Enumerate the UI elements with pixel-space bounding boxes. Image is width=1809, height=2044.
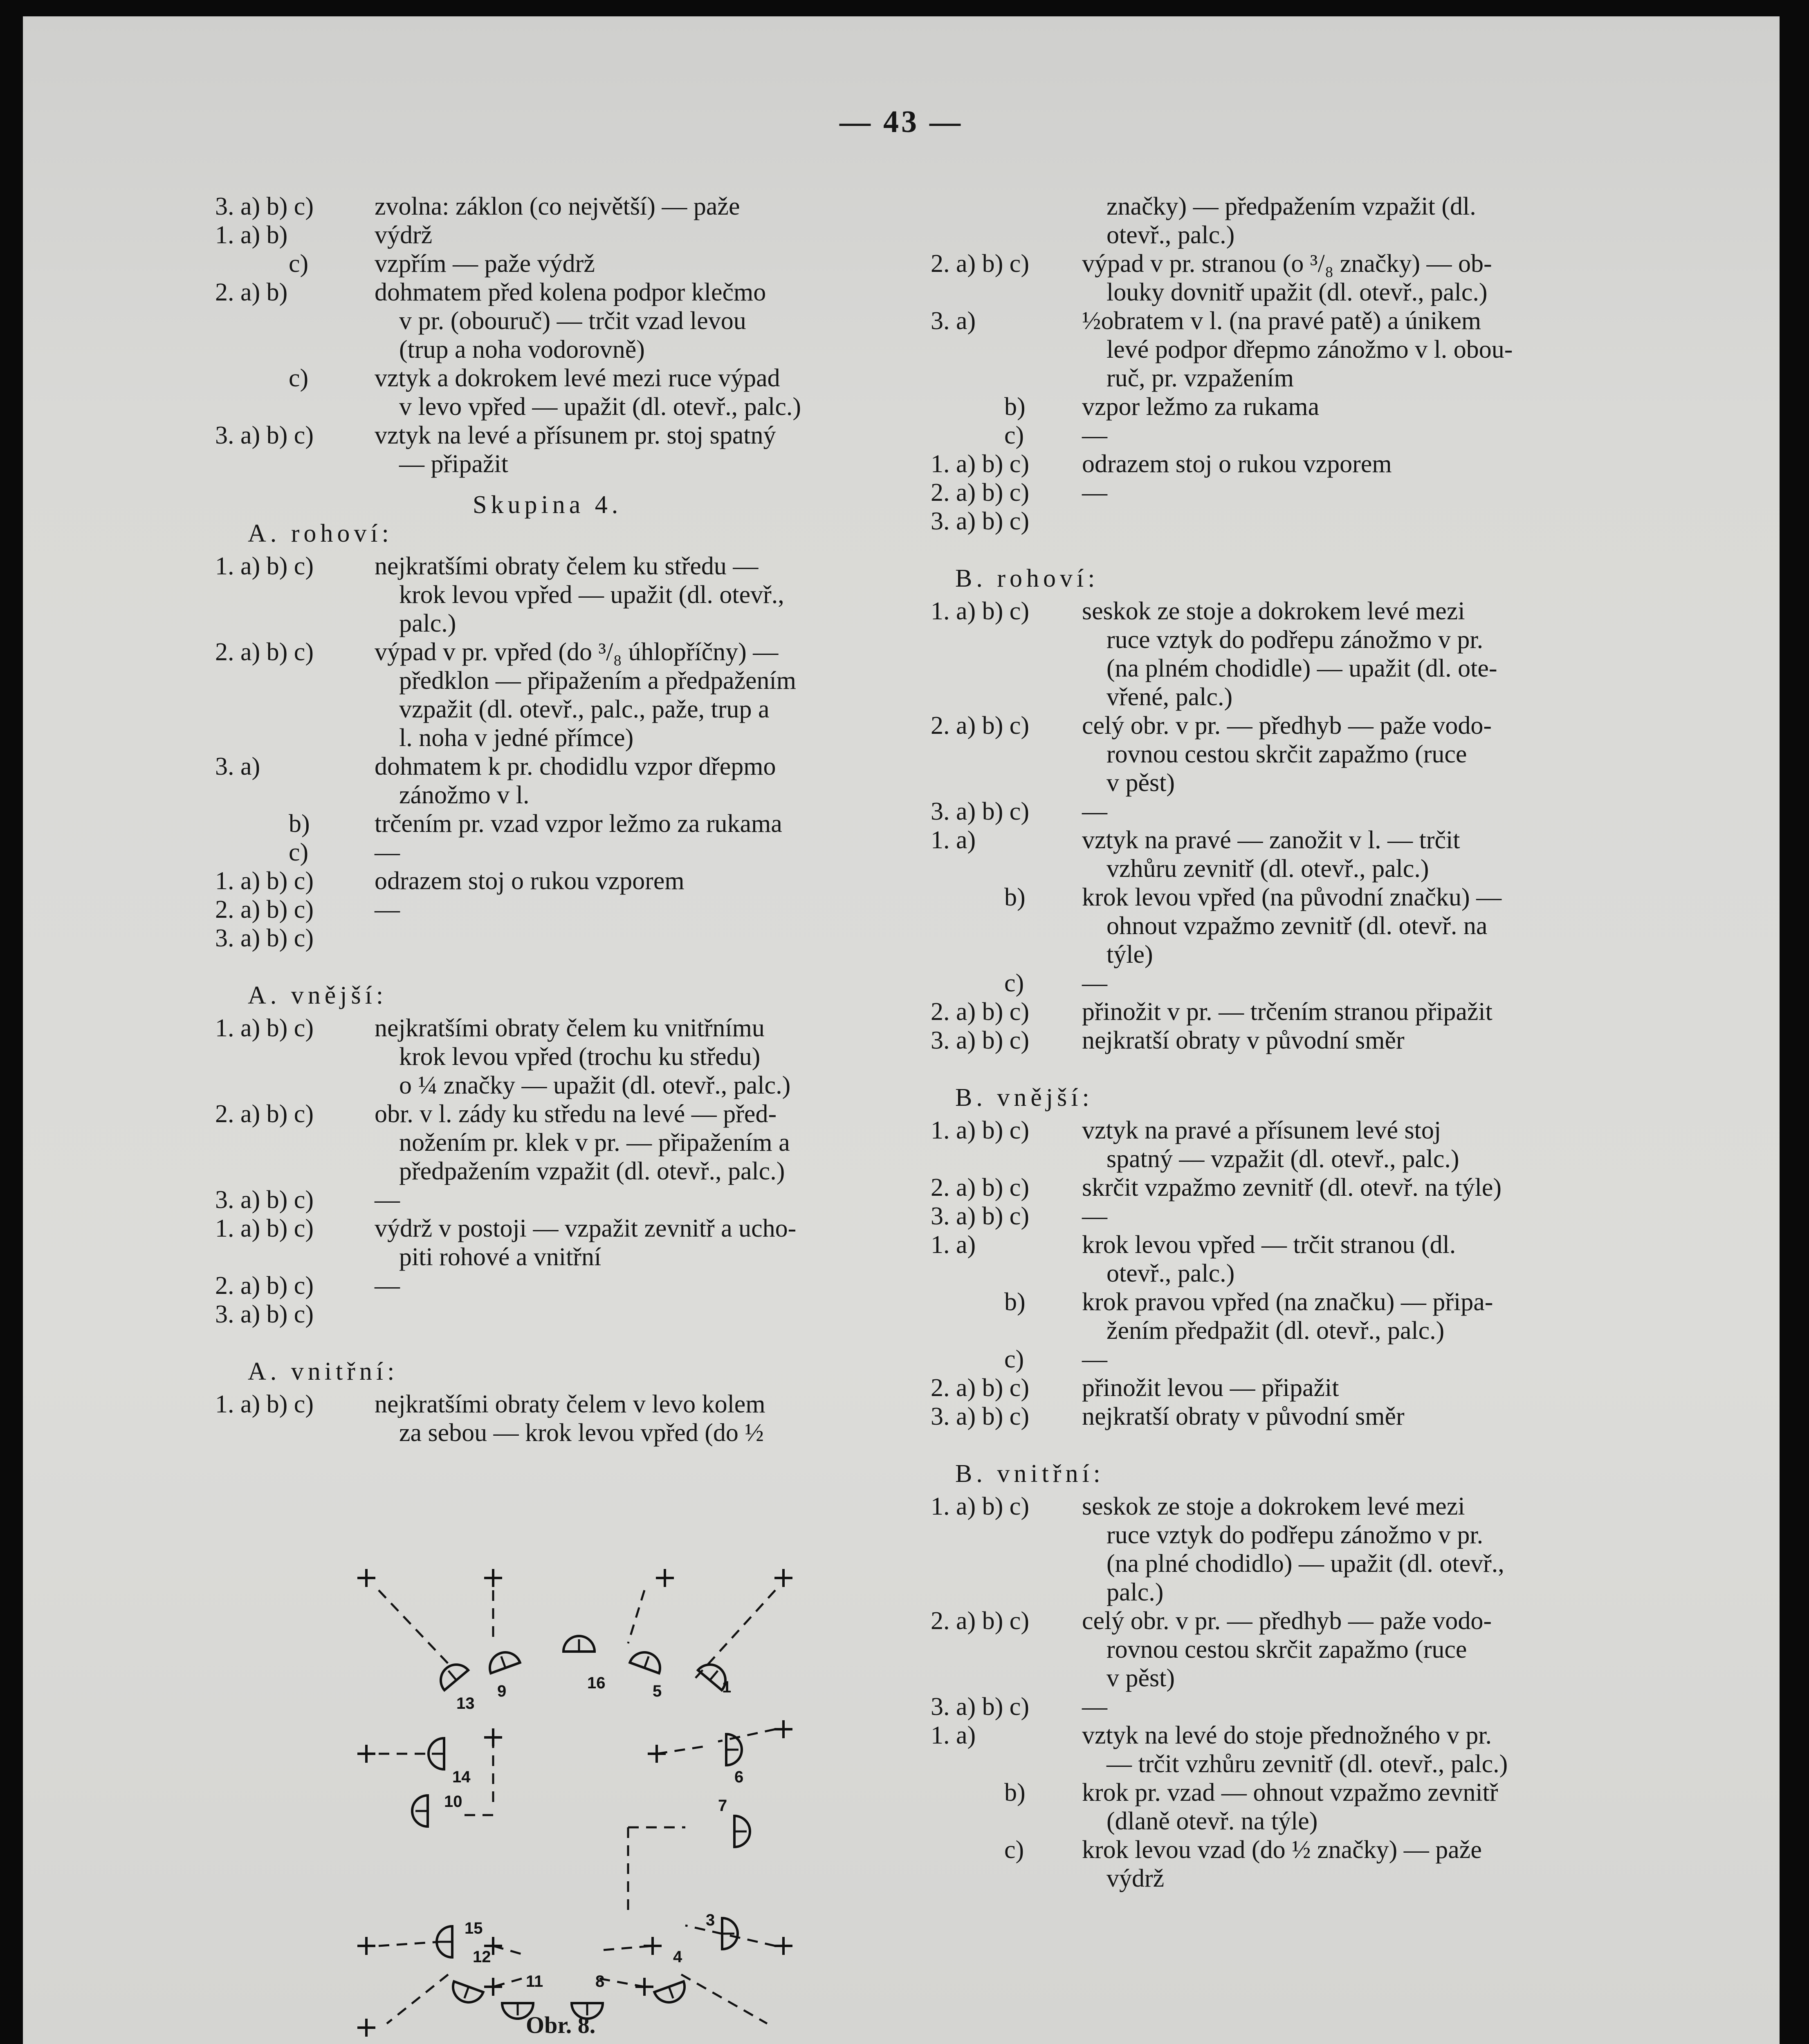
item-text: vztyk na levé a přísunem pr. stoj spatný <box>375 421 776 449</box>
item-text: o ¼ značky — upažit (dl. otevř., palc.) <box>399 1071 791 1099</box>
item-label: 2. a) b) c) <box>215 638 314 666</box>
item-text: krok pravou vpřed (na značku) — připa- <box>1082 1288 1493 1316</box>
item-label: c) <box>1004 1836 1024 1864</box>
item-label: 1. a) b) c) <box>215 1014 314 1042</box>
item-text: zánožmo v l. <box>399 781 530 809</box>
item-text: výpad v pr. vpřed (do ³/₈ úhlopříčny) — <box>375 638 779 666</box>
item-label: 1. a) b) c) <box>931 1116 1029 1144</box>
item-label: 1. a) b) c) <box>215 1390 314 1418</box>
item-text: výpad v pr. stranou (o ³/₈ značky) — ob- <box>1082 250 1492 278</box>
dashed-line <box>604 1946 653 1950</box>
marker-number: 1 <box>722 1678 732 1696</box>
dashed-line <box>657 1746 710 1754</box>
item-text: — <box>375 1186 400 1214</box>
item-text: krok pr. vzad — ohnout vzpažmo zevnitř <box>1082 1779 1498 1806</box>
item-text: ruce vztyk do podřepu zánožmo v pr. <box>1106 1521 1484 1549</box>
item-text: nejkratší obraty v původní směr <box>1082 1403 1405 1430</box>
item-label: 3. a) b) c) <box>931 1026 1029 1054</box>
item-label: b) <box>1004 393 1026 421</box>
position-marker <box>722 1918 738 1949</box>
item-text: nejkratšími obraty čelem ku středu — <box>375 552 759 580</box>
item-label: 3. a) b) c) <box>931 1693 1029 1721</box>
item-text: celý obr. v pr. — předhyb — paže vodo- <box>1082 712 1492 740</box>
marker-number: 4 <box>673 1948 682 1966</box>
item-label: 1. a) <box>931 1231 976 1259</box>
item-text: otevř., palc.) <box>1106 221 1235 249</box>
position-marker <box>485 1648 520 1673</box>
item-text: rovnou cestou skrčit zapažmo (ruce <box>1106 1636 1467 1663</box>
item-text: vzpažit (dl. otevř., palc., paže, trup a <box>399 695 770 723</box>
item-label: 3. a) b) c) <box>931 798 1029 825</box>
item-text: předklon — připažením a předpažením <box>399 667 796 695</box>
item-text: nejkratší obraty v původní směr <box>1082 1026 1405 1054</box>
item-text: palc.) <box>1106 1578 1164 1606</box>
item-text: krok levou vpřed (trochu ku středu) <box>399 1043 761 1071</box>
item-label: 3. a) b) c) <box>215 1186 314 1214</box>
item-text: žením předpažit (dl. otevř., palc.) <box>1106 1317 1445 1345</box>
item-label: c) <box>289 364 309 392</box>
item-text: — <box>375 896 400 923</box>
item-text: odrazem stoj o rukou vzporem <box>1082 450 1392 478</box>
item-text: vztyk a dokrokem levé mezi ruce výpad <box>375 364 780 392</box>
dashed-line <box>387 1975 448 2024</box>
position-marker <box>434 1658 468 1690</box>
item-label: c) <box>1004 421 1024 449</box>
item-text: trčením pr. vzad vzpor ležmo za rukama <box>375 810 782 838</box>
item-text: levé podpor dřepmo zánožmo v l. obou- <box>1106 336 1513 363</box>
item-label: 1. a) b) c) <box>215 552 314 580</box>
item-label: 1. a) b) c) <box>931 1493 1029 1520</box>
marker-tick <box>465 1987 469 1998</box>
marker-number: 12 <box>473 1948 491 1966</box>
item-text: louky dovnitř upažit (dl. otevř., palc.) <box>1106 278 1488 306</box>
item-text: v pěst) <box>1106 1664 1175 1692</box>
item-label: 1. a) <box>931 826 976 854</box>
item-text: ohnout vzpažmo zevnitř (dl. otevř. na <box>1106 912 1488 940</box>
item-text: v levo vpřed — upažit (dl. otevř., palc.) <box>399 393 801 421</box>
item-text: vzpor ležmo za rukama <box>1082 393 1320 421</box>
dashed-line <box>493 1946 522 1954</box>
item-text: vřené, palc.) <box>1106 683 1233 711</box>
item-text: přinožit levou — připažit <box>1082 1374 1339 1402</box>
marker-number: 7 <box>718 1797 727 1815</box>
item-text: celý obr. v pr. — předhyb — paže vodo- <box>1082 1607 1492 1635</box>
item-text: — <box>1082 969 1107 997</box>
item-label: 1. a) <box>931 1721 976 1749</box>
page <box>23 16 1780 2044</box>
item-label: 3. a) b) c) <box>215 1300 314 1328</box>
item-text: (trup a noha vodorovně) <box>399 336 645 363</box>
marker-tick <box>669 1987 673 1998</box>
item-text: vztyk na pravé — zanožit v l. — trčit <box>1082 826 1460 854</box>
group-title: Skupina 4. <box>473 491 622 519</box>
item-label: 2. a) b) c) <box>215 1100 314 1128</box>
item-text: otevř., palc.) <box>1106 1260 1235 1287</box>
item-label: b) <box>1004 883 1026 911</box>
item-text: dohmatem k pr. chodidlu vzpor dřepmo <box>375 753 776 780</box>
marker-number: 3 <box>706 1911 715 1929</box>
item-text: — <box>1082 479 1107 507</box>
dashed-line <box>681 1975 767 2024</box>
item-text: skrčit vzpažmo zevnitř (dl. otevř. na týle) <box>1082 1174 1502 1201</box>
item-text: — <box>1082 1202 1107 1230</box>
item-text: seskok ze stoje a dokrokem levé mezi <box>1082 1493 1465 1520</box>
marker-number: 9 <box>497 1682 507 1700</box>
position-marker <box>734 1816 750 1847</box>
marker-number: 8 <box>595 1972 605 1990</box>
item-label: 2. a) b) c) <box>931 1374 1029 1402</box>
dashed-line <box>493 1979 522 1987</box>
item-text: v pěst) <box>1106 769 1175 797</box>
item-text: obr. v l. zády ku středu na levé — před- <box>375 1100 777 1128</box>
item-text: předpažením vzpažit (dl. otevř., palc.) <box>399 1157 785 1185</box>
item-label: 2. a) b) <box>215 278 288 306</box>
position-marker <box>412 1795 428 1827</box>
item-label: c) <box>289 250 309 278</box>
item-text: nožením pr. klek v pr. — připažením a <box>399 1129 790 1156</box>
item-text: vztyk na levé do stoje přednožného v pr. <box>1082 1721 1492 1749</box>
item-label: 3. a) b) c) <box>931 1403 1029 1430</box>
position-marker <box>563 1636 595 1652</box>
item-label: 1. a) b) c) <box>931 450 1029 478</box>
marker-tick <box>449 1671 456 1680</box>
item-label: 2. a) b) c) <box>931 1174 1029 1201</box>
item-label: 2. a) b) c) <box>931 998 1029 1026</box>
marker-tick <box>501 1656 505 1668</box>
item-text: vzpřím — paže výdrž <box>375 250 595 278</box>
item-text: — <box>375 1272 400 1300</box>
marker-tick <box>710 1671 718 1680</box>
item-text: palc.) <box>399 610 456 637</box>
position-marker <box>654 1981 689 2007</box>
marker-number: 10 <box>444 1793 462 1811</box>
item-text: rovnou cestou skrčit zapažmo (ruce <box>1106 740 1467 768</box>
item-text: krok levou vpřed (na původní značku) — <box>1082 883 1502 911</box>
item-text: nejkratšími obraty čelem v levo kolem <box>375 1390 765 1418</box>
item-text: vzhůru zevnitř (dl. otevř., palc.) <box>1106 855 1429 883</box>
item-text: — <box>1082 1693 1107 1721</box>
item-label: b) <box>1004 1779 1026 1806</box>
dashed-line <box>694 1590 775 1680</box>
item-label: 2. a) b) c) <box>931 1607 1029 1635</box>
item-text: dohmatem před kolena podpor klečmo <box>375 278 766 306</box>
section-heading: B. vnitřní: <box>955 1460 1104 1488</box>
section-heading: B. vnější: <box>955 1084 1093 1112</box>
marker-tick <box>644 1656 649 1668</box>
item-text: krok levou vpřed — trčit stranou (dl. <box>1082 1231 1456 1259</box>
item-text: výdrž <box>375 221 433 249</box>
section-heading: A. vnitřní: <box>248 1358 399 1385</box>
item-label: 3. a) b) c) <box>931 1202 1029 1230</box>
item-label: 3. a) b) c) <box>215 193 314 220</box>
section-heading: A. vnější: <box>248 982 388 1009</box>
item-label: 2. a) b) c) <box>931 712 1029 740</box>
item-text: za sebou — krok levou vpřed (do ½ <box>399 1419 764 1447</box>
dashed-line <box>379 1590 452 1668</box>
item-label: 3. a) <box>931 307 976 335</box>
dashed-line <box>379 1942 440 1946</box>
item-text: — <box>1082 798 1107 825</box>
item-text: — <box>375 838 400 866</box>
marker-number: 16 <box>587 1674 606 1692</box>
position-marker <box>429 1738 444 1769</box>
item-label: c) <box>289 838 309 866</box>
item-text: nejkratšími obraty čelem ku vnitřnímu <box>375 1014 765 1042</box>
dashed-line <box>685 1925 775 1946</box>
item-text: krok levou vzad (do ½ značky) — paže <box>1082 1836 1482 1864</box>
item-label: 1. a) b) c) <box>215 1215 314 1242</box>
item-label: 1. a) b) <box>215 221 288 249</box>
item-label: c) <box>1004 1345 1024 1373</box>
item-text: l. noha v jedné přímce) <box>399 724 634 752</box>
item-label: 3. a) b) c) <box>215 924 314 952</box>
item-text: piti rohové a vnitřní <box>399 1243 602 1271</box>
item-label: 3. a) b) c) <box>215 421 314 449</box>
item-text: v pr. (obouruč) — trčit vzad levou <box>399 307 746 335</box>
item-text: výdrž <box>1106 1865 1165 1892</box>
position-marker <box>630 1648 664 1673</box>
item-text: seskok ze stoje a dokrokem levé mezi <box>1082 597 1465 625</box>
item-text: (na plné chodidlo) — upažit (dl. otevř., <box>1106 1550 1504 1578</box>
item-label: 2. a) b) c) <box>215 1272 314 1300</box>
section-heading: B. rohoví: <box>955 565 1099 592</box>
section-heading: A. rohoví: <box>248 520 393 547</box>
item-label: 1. a) b) c) <box>215 867 314 895</box>
item-text: přinožit v pr. — trčením stranou připažit <box>1082 998 1493 1026</box>
page-number: — 43 — <box>839 105 963 139</box>
dashed-line <box>599 1979 644 1987</box>
item-label: 2. a) b) c) <box>215 896 314 923</box>
item-text: týle) <box>1106 941 1153 968</box>
item-label: 3. a) b) c) <box>931 507 1029 535</box>
item-text: vztyk na pravé a přísunem levé stoj <box>1082 1116 1441 1144</box>
item-label: c) <box>1004 969 1024 997</box>
figure-caption: Obr. 8. <box>526 2012 596 2038</box>
marker-number: 5 <box>653 1682 662 1700</box>
figure-diagram <box>334 1545 849 2044</box>
item-text: ½obratem v l. (na pravé patě) a únikem <box>1082 307 1481 335</box>
item-label: 1. a) b) c) <box>931 597 1029 625</box>
marker-number: 13 <box>456 1694 475 1712</box>
marker-number: 14 <box>452 1768 471 1786</box>
dashed-line <box>628 1590 644 1643</box>
item-label: 2. a) b) c) <box>931 479 1029 507</box>
position-marker <box>449 1981 483 2007</box>
item-text: (dlaně otevř. na týle) <box>1106 1807 1318 1835</box>
item-label: 2. a) b) c) <box>931 250 1029 278</box>
item-text: spatný — vzpažit (dl. otevř., palc.) <box>1106 1145 1459 1173</box>
item-text: výdrž v postoji — vzpažit zevnitř a ucho- <box>375 1215 797 1242</box>
item-text: (na plném chodidle) — upažit (dl. ote- <box>1106 654 1497 682</box>
item-text: — <box>1082 421 1107 449</box>
item-text: zvolna: záklon (co největší) — paže <box>375 193 740 220</box>
item-label: b) <box>1004 1288 1026 1316</box>
item-label: b) <box>289 810 310 838</box>
item-text: — připažit <box>399 450 508 478</box>
marker-number: 6 <box>734 1768 744 1786</box>
marker-number: 15 <box>465 1919 483 1937</box>
item-text: značky) — předpažením vzpažit (dl. <box>1106 193 1476 220</box>
item-text: ruč, pr. vzpažením <box>1106 364 1294 392</box>
item-text: — <box>1082 1345 1107 1373</box>
item-text: krok levou vpřed — upažit (dl. otevř., <box>399 581 784 609</box>
marker-number: 11 <box>526 1972 543 1990</box>
item-text: odrazem stoj o rukou vzporem <box>375 867 685 895</box>
item-text: — trčit vzhůru zevnitř (dl. otevř., palc.) <box>1106 1750 1508 1778</box>
item-text: ruce vztyk do podřepu zánožmo v pr. <box>1106 626 1484 654</box>
item-label: 3. a) <box>215 753 260 780</box>
